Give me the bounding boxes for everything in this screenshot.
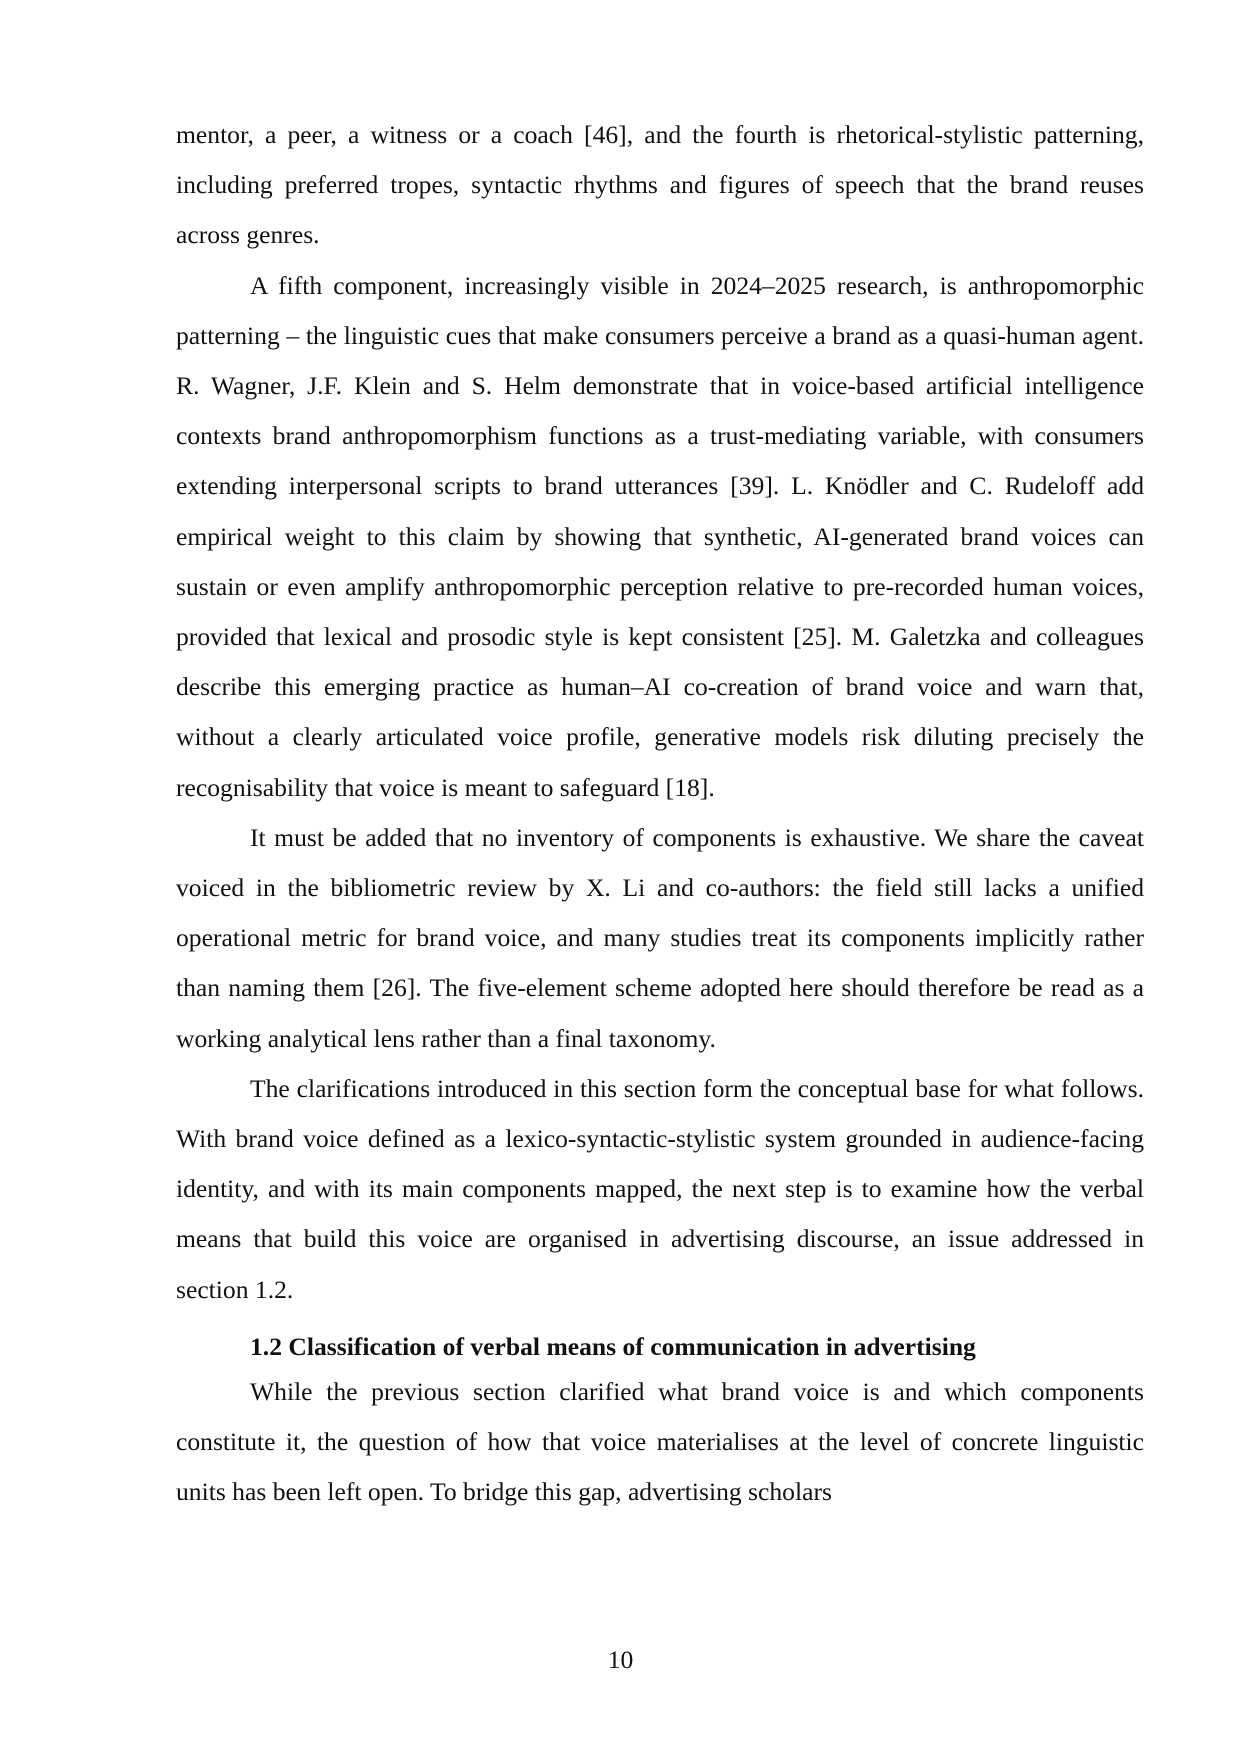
body-text [176,110,1144,1517]
section-heading: 1.2 Classification of verbal means of communication in advertising [250,1331,976,1361]
paragraph-section-intro: While the previous section clarified what brand voice is and which components constitute it, the question of how that voice materialises at the level of concrete linguistic units has been left open. To bridge this gap, advertising scholars [176,1376,1144,1507]
paragraph-fifth-component: A fifth component, increasingly visible in 2024–2025 research, is anthropomorphic patterning – the linguistic cues that make consumers perceive a brand as a quasi-human agent. R. Wagner, J.F. Klein and S. Helm demonstrate that in voice-based artificial intelligence contexts brand anthropomorphism functions as a trust-mediating variable, with consumers extending interpersonal scripts to brand utterances [39]. L. Knödler and C. Rudeloff add empirical weight to this claim by showing that synthetic, AI-generated brand voices can sustain or even amplify anthropomorphic perception relative to pre-recorded human voices, provided that lexical and prosodic style is kept consistent [25]. M. Galetzka and colleagues describe this emerging practice as human–AI co-creation of brand voice and warn that, without a clearly articulated voice profile, generative models risk diluting precisely the recognisability that voice is meant to safeguard [18]. [176,270,1144,802]
page-number: 10 [607,1645,634,1674]
paragraph-continuation: mentor, a peer, a witness or a coach [46], and the fourth is rhetorical-stylistic patterning, including preferred tropes, syntactic rhythms and figures of speech that the brand reuses across genres. [176,120,1144,250]
paragraph-inventory-caveat: It must be added that no inventory of components is exhaustive. We share the caveat voiced in the bibliometric review by X. Li and co-authors: the field still lacks a unified operational metric for brand voice, and many studies treat its components implicitly rather than naming them [26]. The five-element scheme adopted here should therefore be read as a working analytical lens rather than a final taxonomy. [176,822,1144,1053]
paragraph-clarifications: The clarifications introduced in this section form the conceptual base for what follows. With brand voice defined as a lexico-syntactic-stylistic system grounded in audience-facing identity, and with its main components mapped, the next step is to examine how the verbal means that build this voice are organised in advertising discourse, an issue addressed in section 1.2. [176,1073,1144,1304]
